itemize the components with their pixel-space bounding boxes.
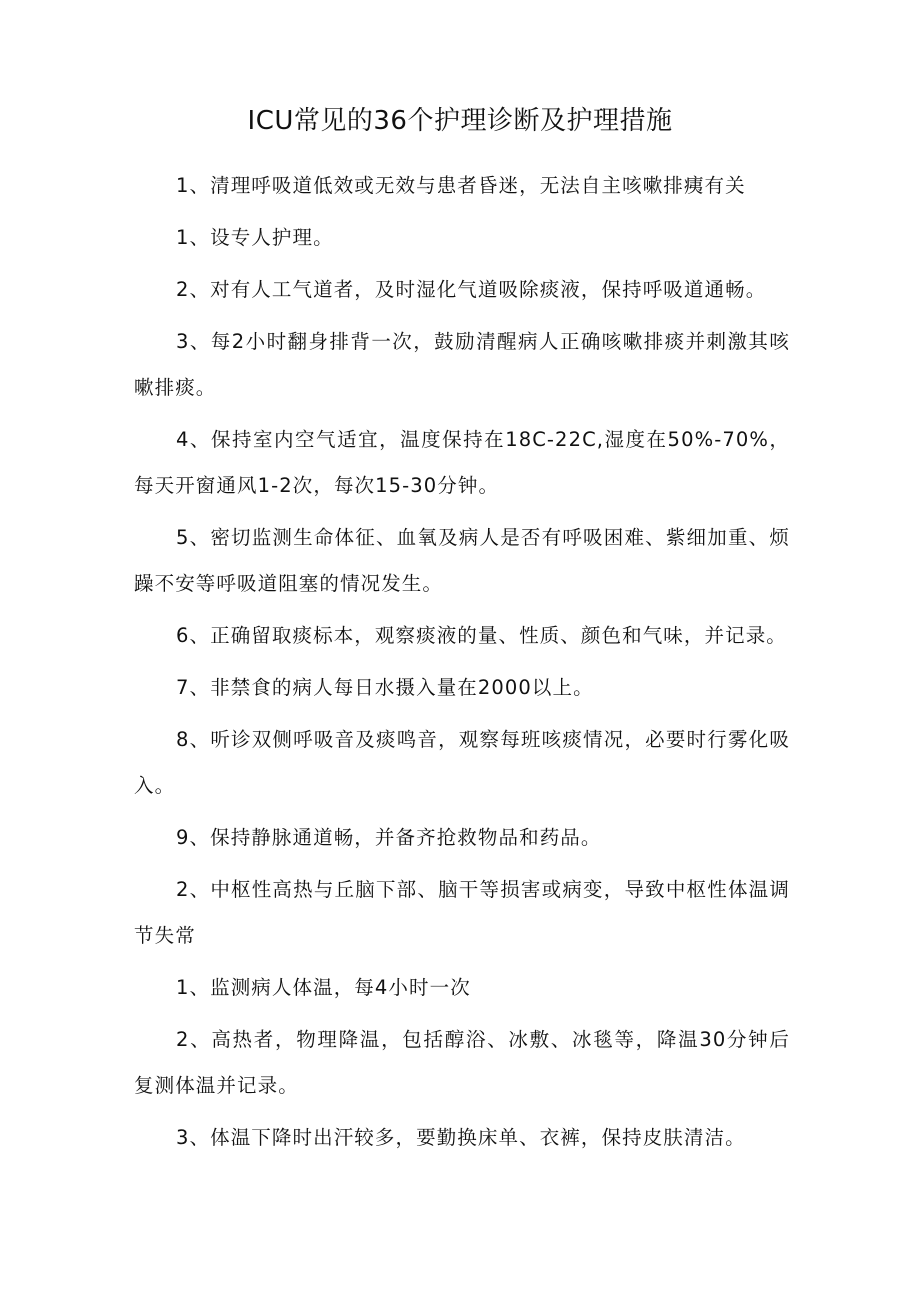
paragraph-measure-2-1: 1、监测病人体温，每4小时一次 <box>176 976 471 999</box>
paragraph-diagnosis-1: 1、清理呼吸道低效或无效与患者昏迷，无法自主咳嗽排痍有关 <box>176 174 746 197</box>
paragraph-measure-1-1: 1、设专人护理。 <box>176 226 334 249</box>
paragraph-measure-2-2: 2、高热者，物理降温，包括醇浴、冰敷、冰毯等，降温30分钟后复测体温并记录。 <box>134 1028 790 1097</box>
document-title: ICU常见的36个护理诊断及护理措施 <box>247 106 673 136</box>
paragraph-measure-1-8: 8、听诊双侧呼吸音及痰鸣音，观察每班咳痰情况，必要时行雾化吸入。 <box>134 728 790 797</box>
paragraph-measure-1-2: 2、对有人工气道者，及时湿化气道吸除痰液，保持呼吸道通畅。 <box>176 278 767 301</box>
paragraph-measure-1-9: 9、保持静脉通道畅，并备齐抢救物品和药品。 <box>176 826 602 849</box>
paragraph-measure-1-6: 6、正确留取痰标本，观察痰液的量、性质、颜色和气味，并记录。 <box>176 624 787 647</box>
document-body <box>134 163 790 1167</box>
paragraph-measure-1-3: 3、每2小时翻身排背一次，鼓励清醒病人正确咳嗽排痰并刺激其咳嗽排痰。 <box>134 330 790 399</box>
paragraph-measure-2-3: 3、体温下降时出汗较多，要勤换床单、衣裤，保持皮肤清洁。 <box>176 1126 746 1149</box>
paragraph-diagnosis-2: 2、中枢性高热与丘脑下部、脑干等损害或病变，导致中枢性体温调节失常 <box>134 878 790 947</box>
paragraph-measure-1-5: 5、密切监测生命体征、血氧及病人是否有呼吸困难、紫细加重、烦躁不安等呼吸道阻塞的情况发生。 <box>134 526 790 595</box>
paragraph-measure-1-7: 7、非禁食的病人每日水摄入量在2000以上。 <box>176 676 594 699</box>
paragraph-measure-1-4: 4、保持室内空气适宜，温度保持在18C-22C,湿度在50%-70%，每天开窗通风1-2次，每次15-30分钟。 <box>134 428 790 497</box>
